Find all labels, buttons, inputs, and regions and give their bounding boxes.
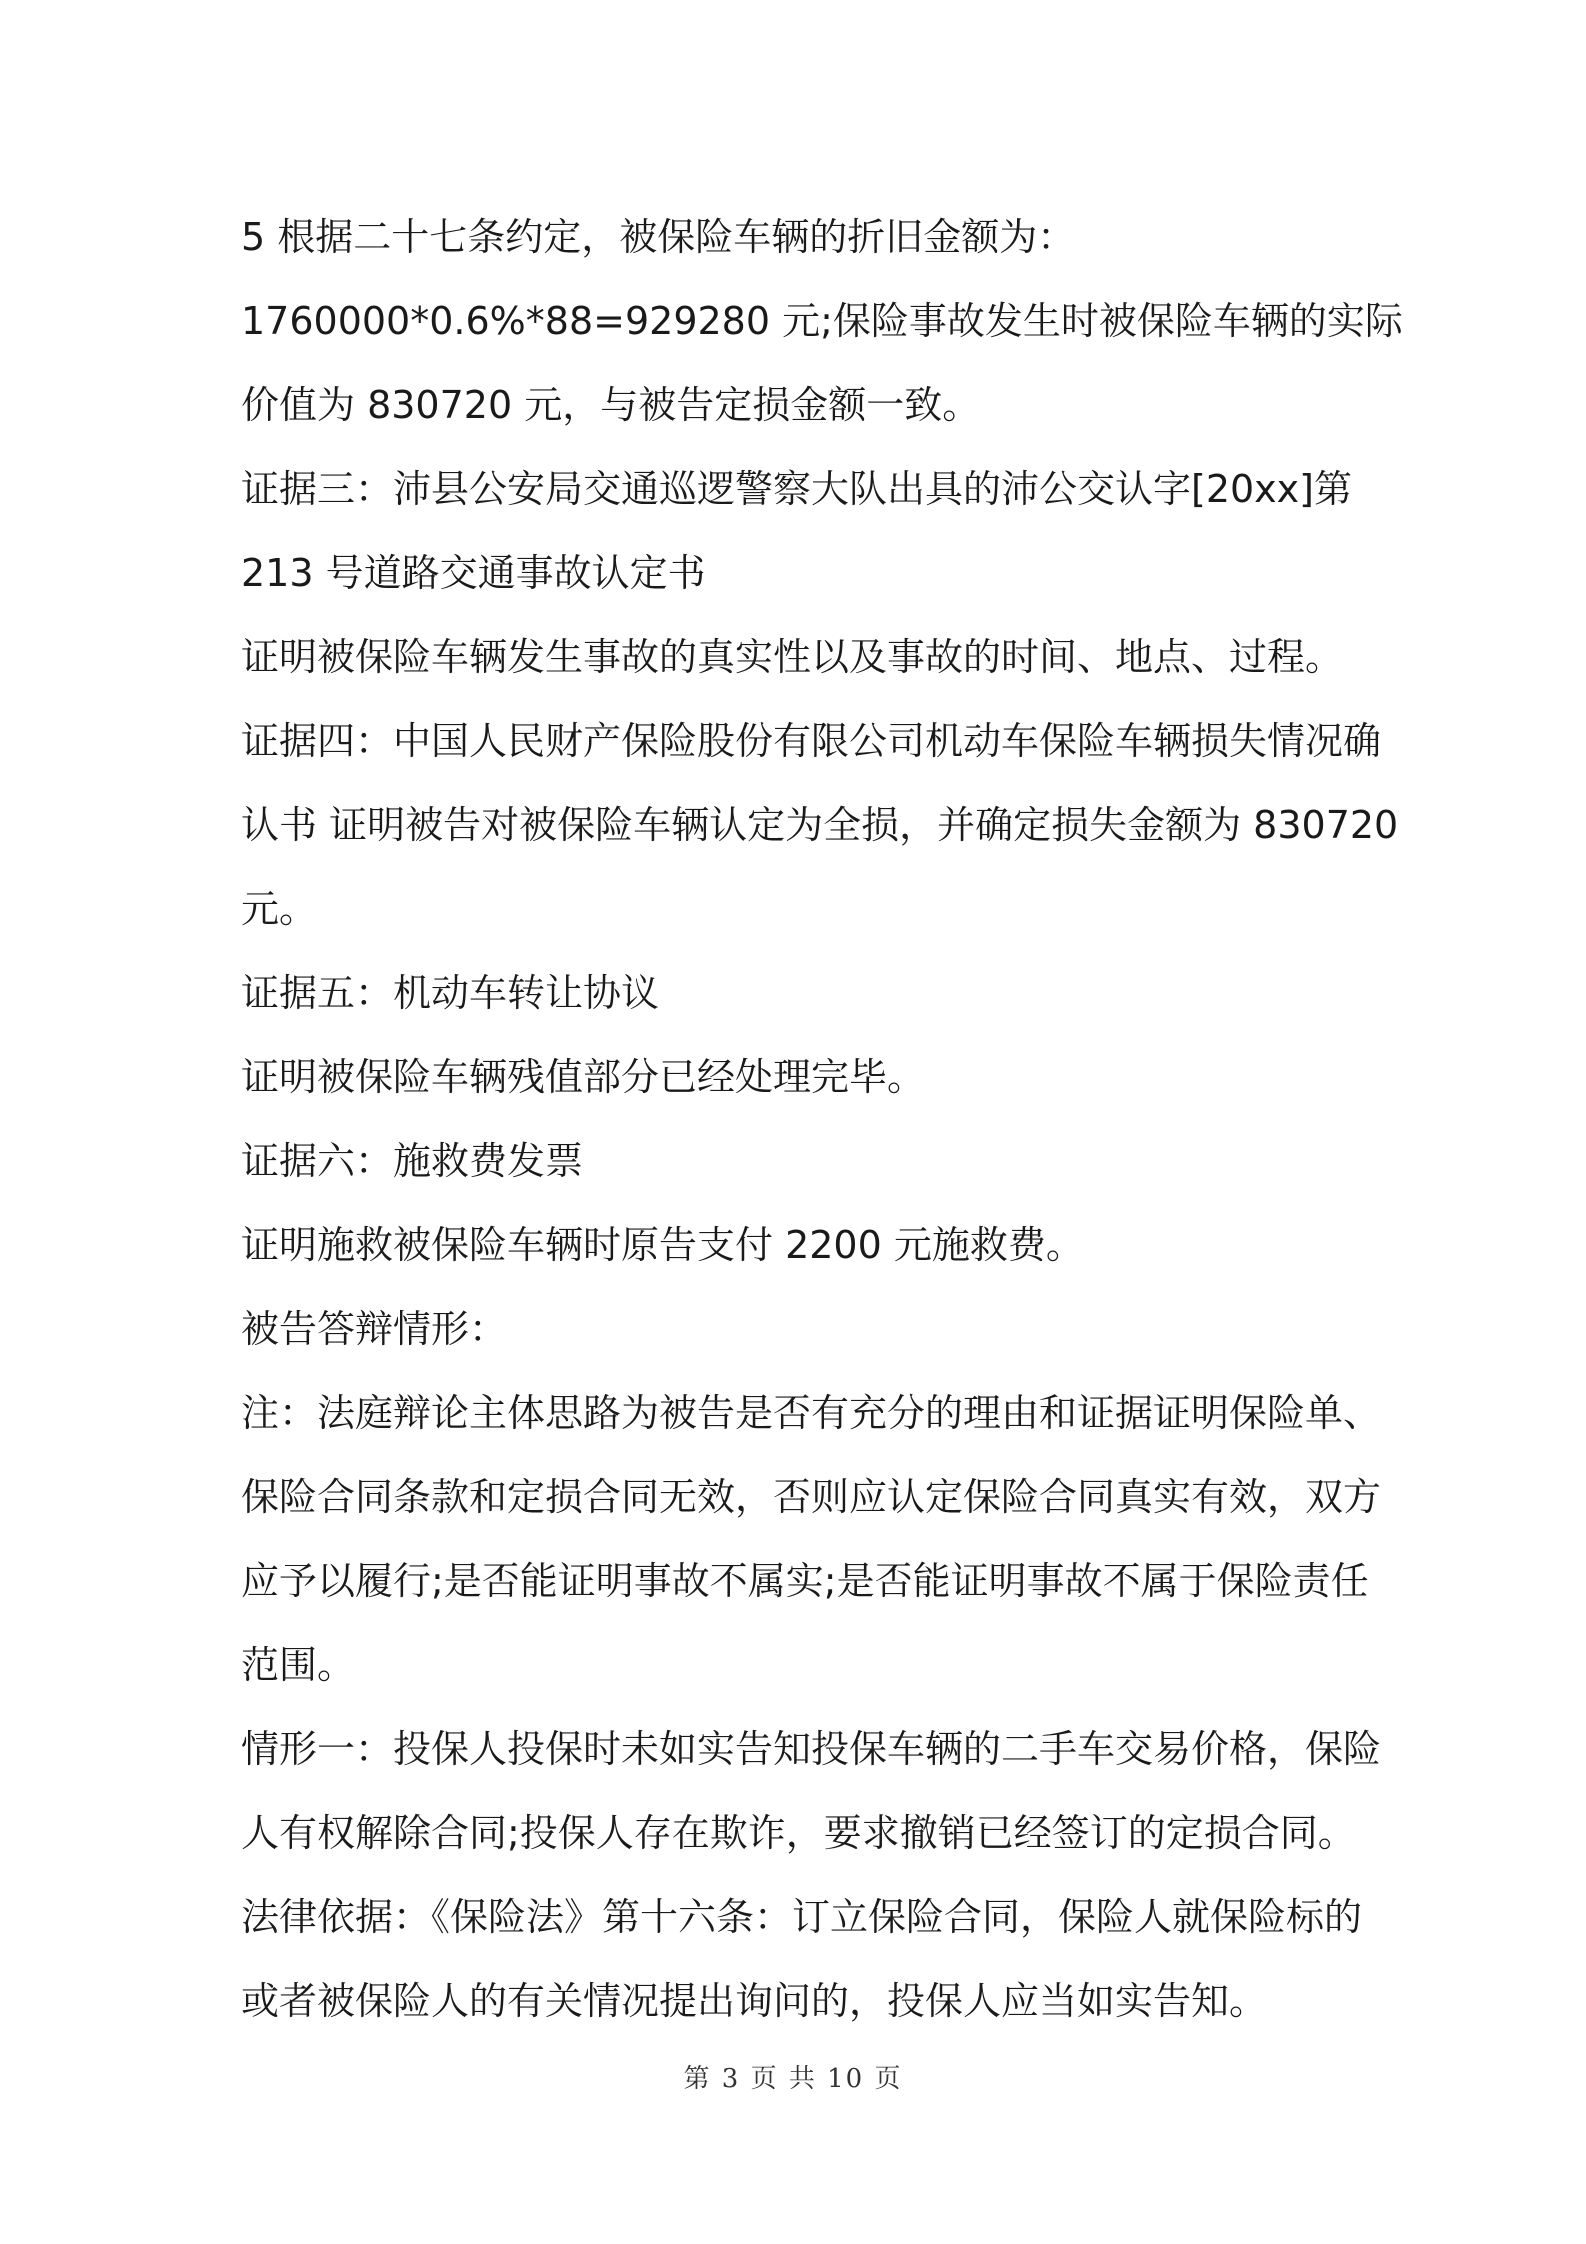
text-line: 5 根据二十七条约定，被保险车辆的折旧金额为： [241, 215, 1076, 259]
text-line: 证明被保险车辆发生事故的真实性以及事故的时间、地点、过程。 [241, 635, 1344, 679]
text-line: 证据五：机动车转让协议 [241, 971, 660, 1015]
text-line: 保险合同条款和定损合同无效，否则应认定保险合同真实有效，双方 [241, 1475, 1382, 1519]
document-body [241, 195, 1403, 2043]
text-line: 证据四：中国人民财产保险股份有限公司机动车保险车辆损失情况确 [241, 719, 1382, 763]
text-line: 应予以履行;是否能证明事故不属实;是否能证明事故不属于保险责任 [241, 1559, 1369, 1603]
text-line: 证明施救被保险车辆时原告支付 2200 元施救费。 [241, 1223, 1084, 1267]
text-line: 证明被保险车辆残值部分已经处理完毕。 [241, 1055, 926, 1099]
text-line: 1760000*0.6%*88=929280 元;保险事故发生时被保险车辆的实际 [241, 299, 1403, 343]
text-line: 证据三：沛县公安局交通巡逻警察大队出具的沛公交认字[20xx]第 [241, 467, 1352, 511]
text-line: 元。 [241, 887, 318, 931]
text-line: 被告答辩情形： [241, 1307, 508, 1351]
page-number: 第 3 页 共 10 页 [683, 2064, 903, 2094]
text-line: 价值为 830720 元，与被告定损金额一致。 [241, 383, 981, 427]
text-line: 认书 证明被告对被保险车辆认定为全损，并确定损失金额为 830720 [241, 803, 1399, 847]
text-line: 或者被保险人的有关情况提出询问的，投保人应当如实告知。 [241, 1979, 1268, 2023]
text-line: 法律依据：《保险法》第十六条：订立保险合同，保险人就保险标的 [241, 1895, 1363, 1939]
text-line: 范围。 [241, 1643, 356, 1687]
text-line: 注：法庭辩论主体思路为被告是否有充分的理由和证据证明保险单、 [241, 1391, 1382, 1435]
text-line: 证据六：施救费发票 [241, 1139, 584, 1183]
text-line: 情形一：投保人投保时未如实告知投保车辆的二手车交易价格，保险 [241, 1727, 1382, 1771]
text-line: 213 号道路交通事故认定书 [241, 551, 706, 595]
text-line: 人有权解除合同;投保人存在欺诈，要求撤销已经签订的定损合同。 [241, 1811, 1356, 1855]
